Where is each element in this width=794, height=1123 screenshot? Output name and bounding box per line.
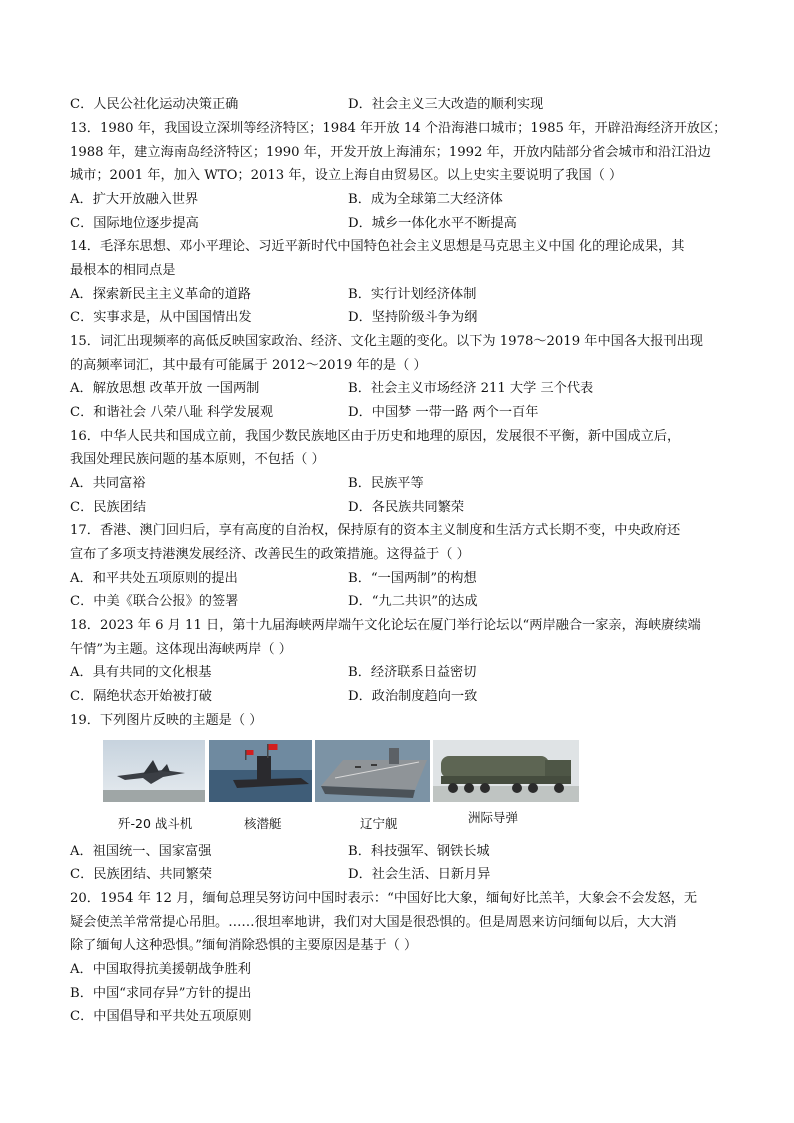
q16-stem-line2: 我国处理民族问题的基本原则，不包括（ ） (70, 452, 325, 467)
q13-option-c: C．国际地位逐步提高 (70, 216, 199, 231)
caption-j20: 歼-20 战斗机 (118, 816, 193, 831)
q13-option-a: A．扩大开放融入世界 (70, 192, 199, 207)
q12-option-d: D．社会主义三大改造的顺利实现 (348, 97, 544, 112)
aircraft-carrier-image (315, 740, 430, 802)
q18-option-b: B．经济联系日益密切 (348, 665, 477, 680)
caption-icbm: 洲际导弹 (468, 810, 519, 825)
q12-option-c: C．人民公社化运动决策正确 (70, 97, 239, 112)
q19-image-strip (103, 740, 579, 802)
icbm-image (433, 740, 579, 802)
q13-stem-line1: 13．1980 年，我国设立深圳等经济特区；1984 年开放 14 个沿海港口城市；1985 年，开辟沿海经济开放区； (70, 121, 727, 136)
j20-fighter-image (103, 740, 205, 802)
q18-stem-line2: 午情”为主题。这体现出海峡两岸（ ） (70, 642, 292, 657)
q15-option-c: C．和谐社会 八荣八耻 科学发展观 (70, 405, 274, 420)
q20-stem-line1: 20．1954 年 12 月，缅甸总理吴努访问中国时表示：“中国好比大象，缅甸好比羔羊，大象会不会发怒，无 (70, 891, 698, 906)
q17-option-c: C．中美《联合公报》的签署 (70, 594, 239, 609)
q14-option-b: B．实行计划经济体制 (348, 287, 477, 302)
submarine-image (209, 740, 312, 802)
q19-option-a: A．祖国统一、国家富强 (70, 844, 212, 859)
q15-option-d: D．中国梦 一带一路 两个一百年 (348, 405, 539, 420)
q16-option-a: A．共同富裕 (70, 476, 146, 491)
q14-option-c: C．实事求是，从中国国情出发 (70, 310, 252, 325)
q14-stem-line1: 14．毛泽东思想、邓小平理论、习近平新时代中国特色社会主义思想是马克思主义中国 化的理论成果，其 (70, 239, 685, 254)
q20-option-b: B．中国“求同存异”方针的提出 (70, 986, 252, 1001)
q16-option-c: C．民族团结 (70, 500, 147, 515)
q15-option-a: A．解放思想 改革开放 一国两制 (70, 381, 260, 396)
q16-option-b: B．民族平等 (348, 476, 424, 491)
q13-option-d: D．城乡一体化水平不断提高 (348, 216, 517, 231)
q16-option-d: D．各民族共同繁荣 (348, 500, 465, 515)
q14-option-a: A．探索新民主主义革命的道路 (70, 287, 251, 302)
caption-carrier: 辽宁舰 (360, 816, 398, 831)
q14-stem-line2: 最根本的相同点是 (70, 263, 176, 278)
q19-option-b: B．科技强军、钢铁长城 (348, 844, 490, 859)
q18-option-a: A．具有共同的文化根基 (70, 665, 212, 680)
q14-option-d: D．坚持阶级斗争为纲 (348, 310, 478, 325)
q18-option-d: D．政治制度趋向一致 (348, 689, 478, 704)
q20-option-c: C．中国倡导和平共处五项原则 (70, 1009, 252, 1024)
q17-stem-line2: 宣布了多项支持港澳发展经济、改善民生的政策措施。这得益于（ ） (70, 547, 470, 562)
q13-stem-line2: 1988 年，建立海南岛经济特区；1990 年，开发开放上海浦东；1992 年，开放内陆部分省会城市和沿江沿边 (70, 145, 711, 160)
q20-stem-line3: 除了缅甸人这种恐惧。”缅甸消除恐惧的主要原因是基于（ ） (70, 938, 418, 953)
q17-option-d: D．“九二共识”的达成 (348, 594, 478, 609)
q19-option-d: D．社会生活、日新月异 (348, 867, 491, 882)
q15-stem-line2: 的高频率词汇，其中最有可能属于 2012～2019 年的是（ ） (70, 358, 427, 373)
q20-stem-line2: 疑会使羔羊常常提心吊胆。……很坦率地讲，我们对大国是很恐惧的。但是周恩来访问缅甸以后，大大消 (70, 915, 677, 930)
q20-option-a: A．中国取得抗美援朝战争胜利 (70, 962, 251, 977)
q15-option-b: B．社会主义市场经济 211 大学 三个代表 (348, 381, 594, 396)
q13-stem-line3: 城市；2001 年，加入 WTO；2013 年，设立上海自由贸易区。以上史实主要说明了我国（ ） (70, 168, 623, 183)
q19-stem-line1: 19．下列图片反映的主题是（ ） (70, 713, 263, 728)
caption-submarine: 核潜艇 (244, 816, 282, 831)
q13-option-b: B．成为全球第二大经济体 (348, 192, 503, 207)
q17-option-a: A．和平共处五项原则的提出 (70, 571, 238, 586)
q18-stem-line1: 18．2023 年 6 月 11 日，第十九届海峡两岸端午文化论坛在厦门举行论坛以“两岸融合一家亲，海峡赓续端 (70, 618, 701, 633)
q15-stem-line1: 15．词汇出现频率的高低反映国家政治、经济、文化主题的变化。以下为 1978～2019 年中国各大报刊出现 (70, 334, 703, 349)
q19-option-c: C．民族团结、共同繁荣 (70, 867, 212, 882)
q17-option-b: B．“一国两制”的构想 (348, 571, 477, 586)
q16-stem-line1: 16．中华人民共和国成立前，我国少数民族地区由于历史和地理的原因，发展很不平衡，新中国成立后， (70, 429, 681, 444)
q17-stem-line1: 17．香港、澳门回归后，享有高度的自治权，保持原有的资本主义制度和生活方式长期不变，中央政府还 (70, 523, 681, 538)
q18-option-c: C．隔绝状态开始被打破 (70, 689, 212, 704)
